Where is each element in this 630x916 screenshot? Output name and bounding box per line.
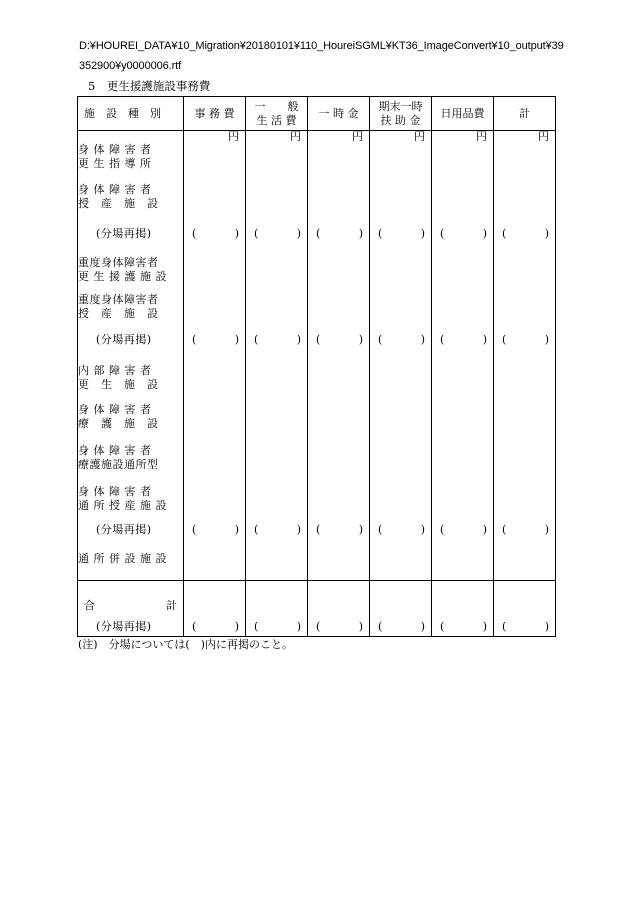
facility-type-cell: 身 体 障 害 者 授 産 施 設 xyxy=(78,183,184,221)
column-header-total: 計 xyxy=(494,97,556,131)
total-branch-row: (分場再掲) ( ) ( ) ( ) ( ) ( ) ( ) xyxy=(78,620,556,636)
facility-type-cell: 身 体 障 害 者 療護施設通所型 xyxy=(78,436,184,477)
unit-label: 円 xyxy=(494,131,556,144)
file-path-line-1: D:¥HOUREI_DATA¥10_Migration¥20180101¥110_HoureiSGML¥KT36_ImageConvert¥10_output¥39 xyxy=(79,40,564,52)
expense-table xyxy=(77,96,556,637)
column-header-office-expense: 事 務 費 xyxy=(184,97,246,131)
table-row xyxy=(78,544,556,580)
unit-label: 円 xyxy=(432,131,494,144)
table-row xyxy=(78,288,556,326)
unit-label: 円 xyxy=(308,131,370,144)
table-row xyxy=(78,477,556,517)
table-row: (分場再掲) ( ) ( ) ( ) ( ) ( ) ( ) xyxy=(78,517,556,544)
column-header-lump-sum: 一 時 金 xyxy=(308,97,370,131)
section-title: 5 更生援護施設事務費 xyxy=(88,79,211,93)
file-path-line-2: 352900¥y0000006.rtf xyxy=(79,60,182,72)
facility-type-cell: 身 体 障 害 者 更 生 指 導 所 xyxy=(78,143,184,183)
facility-type-cell: 身 体 障 害 者 療 護 施 設 xyxy=(78,396,184,436)
facility-type-cell: 重度身体障害者 更 生 援 護 施 設 xyxy=(78,248,184,288)
column-header-term-end-aid: 期末一時 扶 助 金 xyxy=(370,97,432,131)
table-row: (分場再掲) ( ) ( ) ( ) ( ) ( ) ( ) xyxy=(78,221,556,248)
unit-label: 円 xyxy=(370,131,432,144)
facility-type-cell: 内 部 障 害 者 更 生 施 設 xyxy=(78,354,184,396)
total-row xyxy=(78,580,556,620)
branch-restated-label: (分場再掲) xyxy=(78,326,184,354)
table-row xyxy=(78,354,556,396)
table-row xyxy=(78,183,556,221)
unit-label: 円 xyxy=(246,131,308,144)
facility-type-cell: 重度身体障害者 授 産 施 設 xyxy=(78,288,184,326)
branch-restated-label: (分場再掲) xyxy=(78,620,184,636)
branch-restated-label: (分場再掲) xyxy=(78,517,184,544)
unit-row-label xyxy=(78,131,184,144)
table-row xyxy=(78,143,556,183)
column-header-general-living: 一 般 生 活 費 xyxy=(246,97,308,131)
table-row xyxy=(78,396,556,436)
table-row: (分場再掲) ( ) ( ) ( ) ( ) ( ) ( ) xyxy=(78,326,556,354)
table-row xyxy=(78,436,556,477)
facility-type-cell: 身 体 障 害 者 通 所 授 産 施 設 xyxy=(78,477,184,517)
unit-label: 円 xyxy=(184,131,246,144)
table-row xyxy=(78,248,556,288)
unit-row xyxy=(78,131,556,144)
total-label: 合 計 xyxy=(78,580,184,620)
facility-type-cell: 通 所 併 設 施 設 xyxy=(78,544,184,580)
column-header-daily-goods: 日用品費 xyxy=(432,97,494,131)
column-header-facility-type: 施 設 種 別 xyxy=(78,97,184,131)
branch-restated-label: (分場再掲) xyxy=(78,221,184,248)
footnote: (注) 分場については( )内に再掲のこと。 xyxy=(78,638,293,651)
table-header-row xyxy=(78,97,556,131)
